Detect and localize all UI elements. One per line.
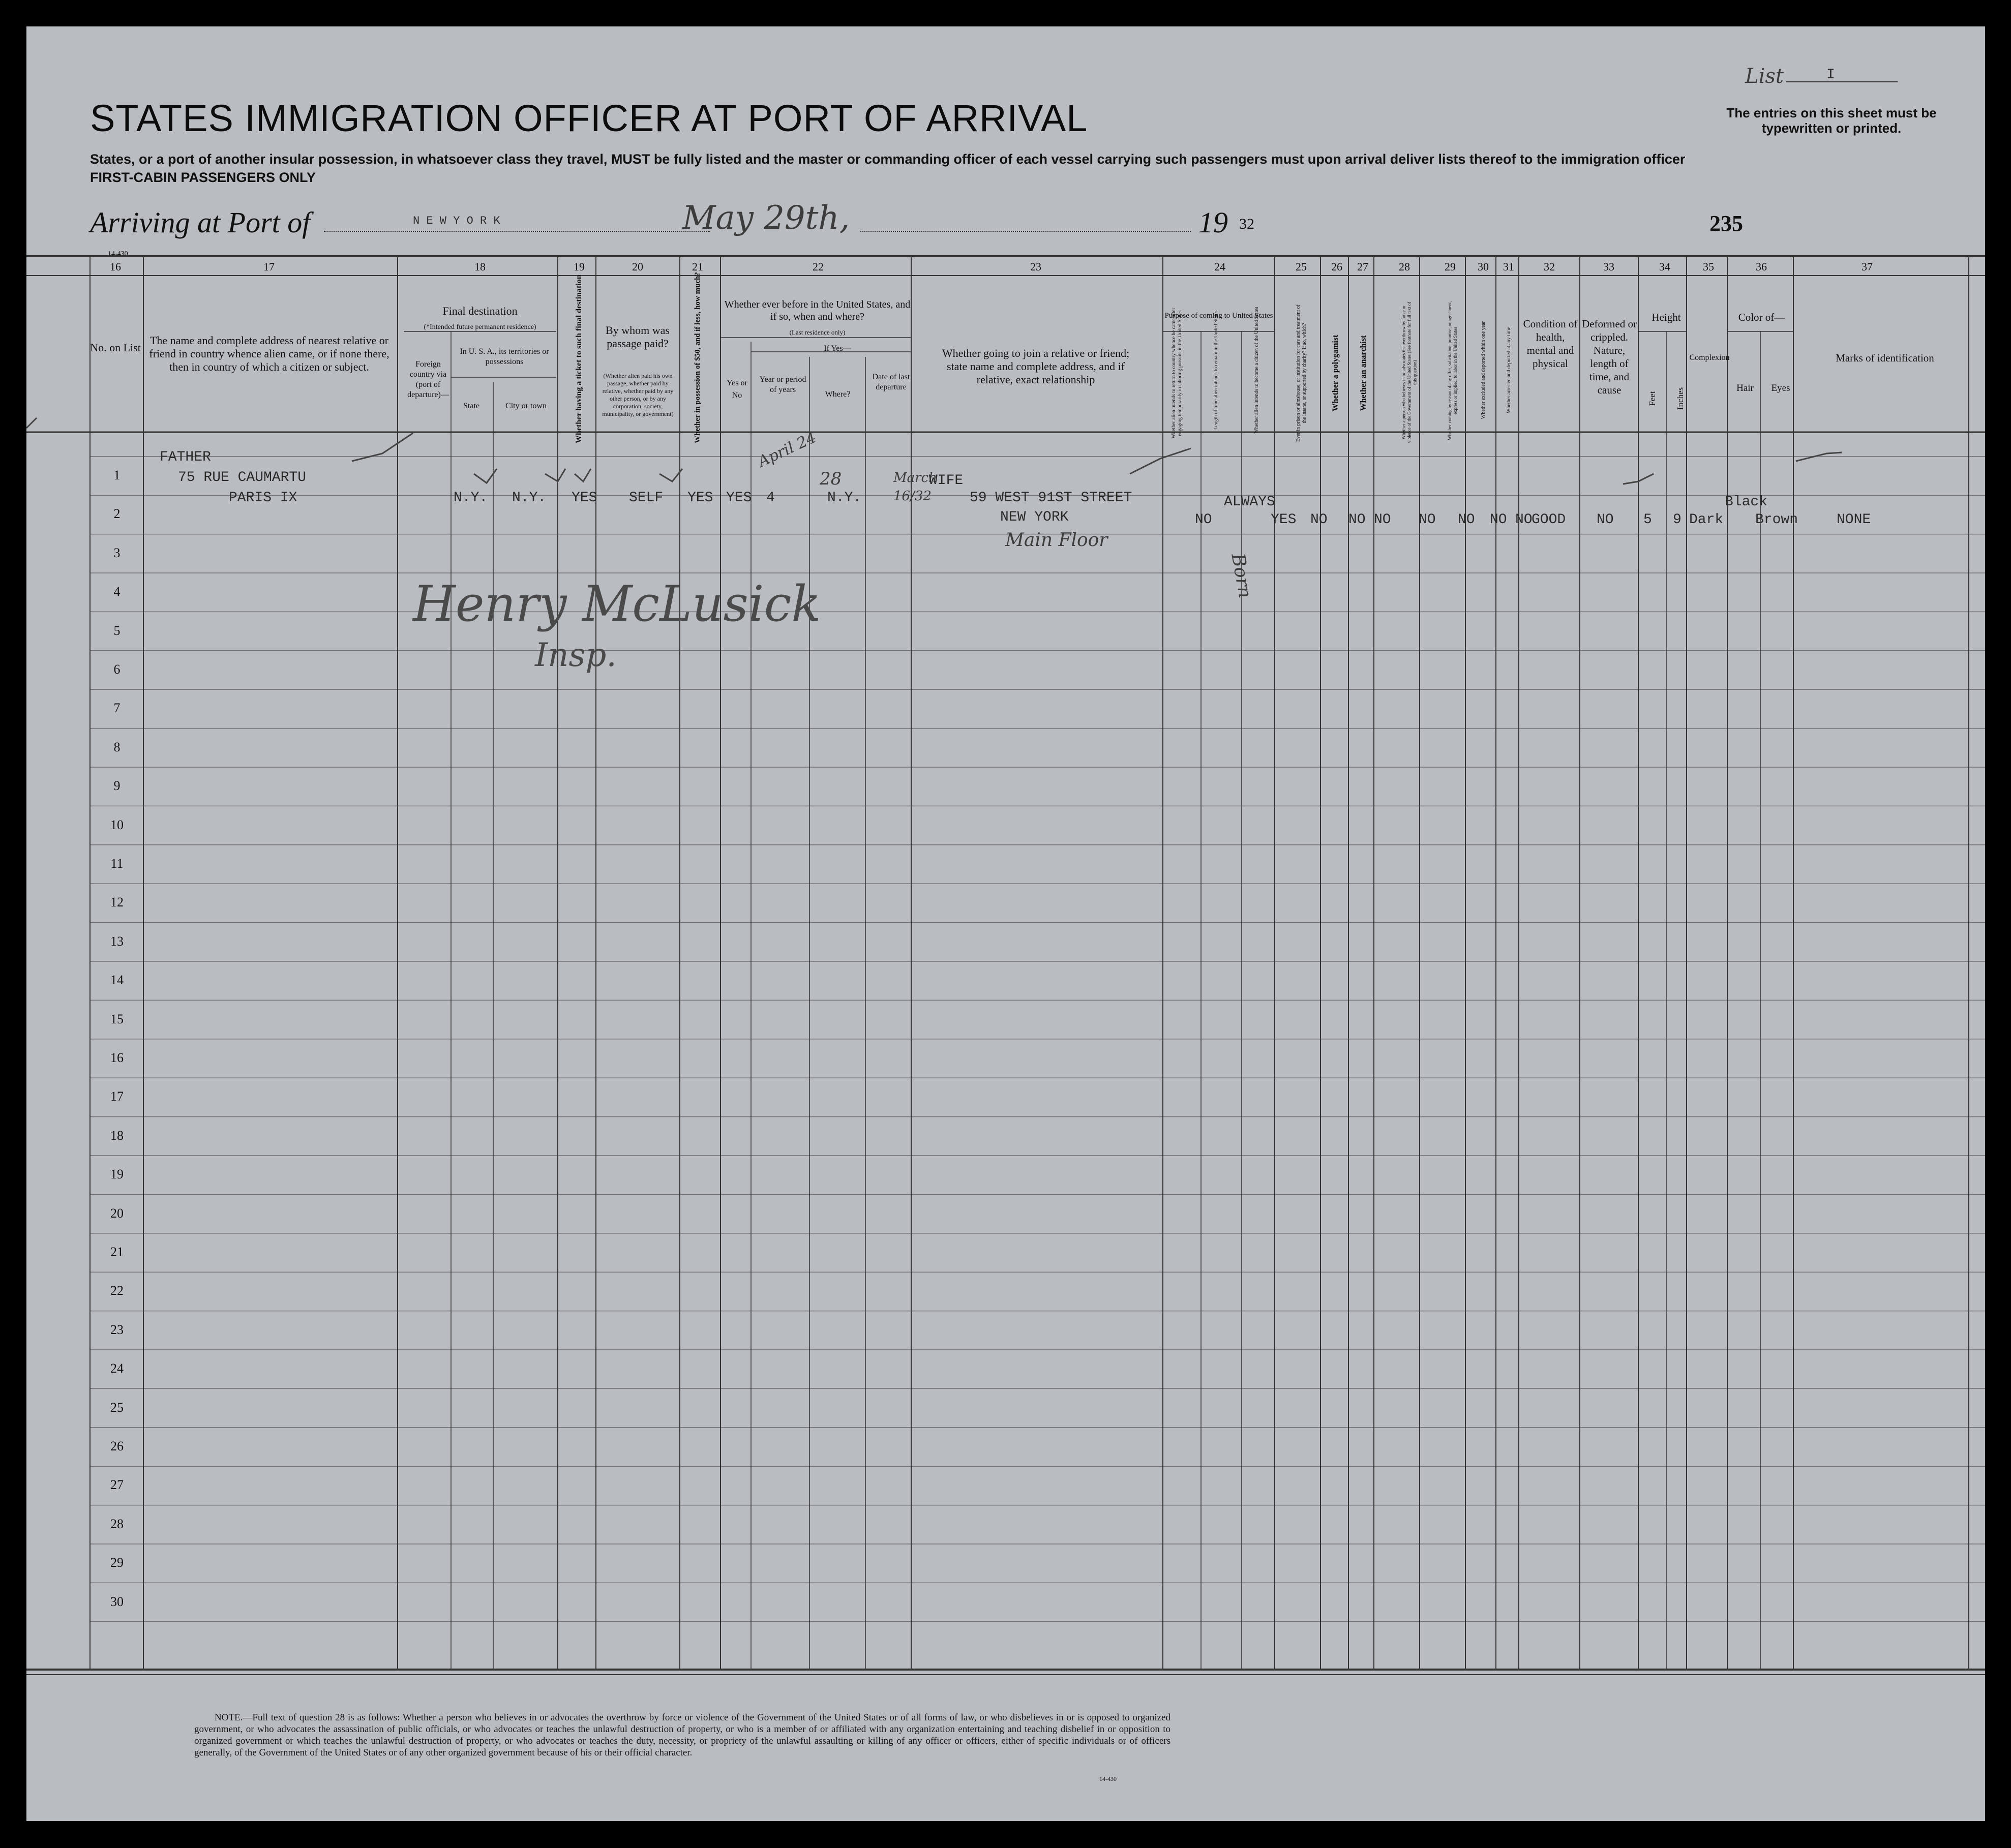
footnote-question-28: NOTE.—Full text of question 28 is as follows: Whether a person who believes in or advocates the overthrow by force or violence of the Government of the United States or of all forms of law, or who disbelieves in or is opposed to organized government, or who advocates the assassination of public officials, or who advocates or teaches the unlawful destruction of property, or who is a member of or affiliated with any organization entertaining and teaching disbelief in or opposition to organized government or which teaches the unlawful destruction of property, or who advocates or teaches the duty, necessity, or propriety of the unlawful assaulting or killing of any officer or officers, either of specific individuals or of officers generally, of the Government of the United States or of any other organized government because of his or their official character. bbox=[194, 1712, 1170, 1758]
row-number: 12 bbox=[110, 895, 124, 910]
col-num-24: 24 bbox=[1214, 260, 1225, 273]
punch-hole-icon bbox=[8, 1582, 25, 1603]
row-number: 2 bbox=[113, 506, 121, 522]
row-number: 17 bbox=[110, 1089, 124, 1104]
col-num-34: 34 bbox=[1659, 260, 1670, 273]
col-num-18: 18 bbox=[474, 260, 486, 273]
q29-value: NO bbox=[1458, 512, 1475, 528]
header-intends-return: Whether alien intends to return to country whence he came after engaging temporarily in laboring pursuits in the United States bbox=[1171, 308, 1183, 439]
header-yes-or-no: Yes or No bbox=[727, 379, 747, 400]
row-number: 8 bbox=[113, 739, 121, 754]
col-num-33: 33 bbox=[1603, 260, 1614, 273]
col-num-25: 25 bbox=[1296, 260, 1307, 273]
row-number: 18 bbox=[110, 1128, 124, 1143]
header-eyes: Eyes bbox=[1771, 383, 1790, 393]
typewriter-instruction: The entries on this sheet must be typewritten or printed. bbox=[1726, 105, 1937, 136]
header-ever-before: Whether ever before in the United States, and if so, when and where? bbox=[724, 299, 911, 322]
col-num-26: 26 bbox=[1331, 260, 1342, 273]
header-foreign-country: Foreign country via (port of departure)— bbox=[407, 360, 449, 399]
header-ticket: Whether having a ticket to such final destination bbox=[575, 275, 583, 443]
height-inches: 9 bbox=[1673, 512, 1682, 528]
row-number: 29 bbox=[110, 1555, 124, 1570]
row-number: 30 bbox=[110, 1594, 124, 1609]
header-hair: Hair bbox=[1736, 383, 1754, 393]
row-number: 4 bbox=[113, 584, 121, 599]
col-num-36: 36 bbox=[1756, 260, 1767, 273]
before-where: N.Y. bbox=[827, 490, 862, 506]
dest-state: N.Y. bbox=[454, 490, 488, 506]
col-num-23: 23 bbox=[1030, 260, 1041, 273]
row-number: 11 bbox=[110, 856, 124, 871]
header-state: State bbox=[463, 402, 479, 410]
punch-hole-icon bbox=[8, 582, 25, 603]
col-num-32: 32 bbox=[1544, 260, 1555, 273]
row-number: 19 bbox=[110, 1167, 124, 1182]
header-anarchist: Whether an anarchist bbox=[1359, 335, 1368, 411]
header-no-on-list: No. on List bbox=[90, 341, 141, 354]
row-number: 14 bbox=[110, 973, 124, 988]
header-join-relative: Whether going to join a relative or friend; state name and complete address, and if relative, exact relationship bbox=[942, 347, 1130, 386]
header-final-destination: Final destination bbox=[442, 305, 518, 317]
q31-value: NO bbox=[1515, 512, 1533, 528]
join-relation: WIFE bbox=[929, 473, 964, 489]
punch-hole-icon bbox=[8, 663, 25, 684]
row-number: 3 bbox=[113, 545, 121, 560]
row-number: 21 bbox=[110, 1245, 124, 1259]
header-feet: Feet bbox=[1647, 391, 1657, 406]
col-num-31: 31 bbox=[1503, 260, 1514, 273]
header-last-residence: (Last residence only) bbox=[789, 328, 846, 336]
join-handwritten-note: Main Floor bbox=[1005, 530, 1108, 551]
polygamist-value: NO bbox=[1348, 512, 1366, 528]
header-length-of-stay: Length of time alien intends to remain in the United States bbox=[1213, 310, 1219, 430]
eyes-value: Brown bbox=[1755, 512, 1798, 528]
row-number: 10 bbox=[110, 817, 124, 832]
year-prefix: 19 bbox=[1198, 206, 1228, 239]
row-number: 6 bbox=[113, 662, 121, 677]
col-num-17: 17 bbox=[263, 260, 275, 273]
header-health: Condition of health, mental and physical bbox=[1523, 318, 1578, 370]
header-complexion: Complexion bbox=[1689, 353, 1730, 362]
height-feet: 5 bbox=[1643, 512, 1652, 528]
purpose-citizen: YES bbox=[1271, 512, 1297, 528]
header-where: Where? bbox=[825, 390, 851, 399]
row-number: 25 bbox=[110, 1400, 124, 1415]
header-passage-paid: By whom was passage paid? bbox=[606, 324, 670, 350]
row-number: 27 bbox=[110, 1477, 124, 1493]
year-suffix: 32 bbox=[1239, 216, 1254, 232]
last-departure-date: March 16/32 bbox=[893, 470, 937, 504]
header-in-usa: In U. S. A., its territories or possessions bbox=[460, 347, 549, 366]
list-value: I bbox=[1826, 67, 1835, 83]
header-polygamist: Whether a polygamist bbox=[1331, 335, 1340, 412]
purpose-handwritten: Born bbox=[1227, 552, 1256, 600]
header-fifty-dollars: Whether in possession of $50, and if less, how much? bbox=[694, 272, 702, 443]
row-number: 9 bbox=[113, 778, 121, 794]
header-excluded: Whether excluded and deported within one year bbox=[1481, 321, 1486, 419]
col-num-16: 16 bbox=[110, 260, 121, 273]
row-number: 22 bbox=[110, 1283, 124, 1298]
header-deformed: Deformed or crippled. Nature, length of time, and cause bbox=[1582, 318, 1637, 396]
join-city: NEW YORK bbox=[1000, 509, 1069, 525]
header-year-period: Year or period of years bbox=[759, 375, 806, 394]
marks-value: NONE bbox=[1837, 512, 1871, 528]
punch-hole-icon bbox=[8, 1154, 25, 1175]
header-height: Height bbox=[1652, 311, 1681, 323]
header-become-citizen: Whether alien intends to become a citizen of the United States bbox=[1254, 307, 1259, 434]
col-num-21: 21 bbox=[692, 260, 703, 273]
col-num-27: 27 bbox=[1357, 260, 1368, 273]
col-num-28: 28 bbox=[1399, 260, 1410, 273]
purpose-return: NO bbox=[1195, 512, 1212, 528]
header-overthrow: Whether a person who believes in or advocates the overthrow by force or violence of the Government of the United States (See footnote for full text of this question) bbox=[1401, 301, 1418, 443]
paid-by-value: SELF bbox=[629, 490, 664, 506]
health-value: GOOD bbox=[1532, 512, 1566, 528]
manifest-sheet bbox=[26, 26, 1985, 1821]
header-prison: Ever in prison or almshouse, or institution for care and treatment of the insane, or supported by charity? If so, which? bbox=[1296, 305, 1307, 442]
dest-city: N.Y. bbox=[512, 490, 547, 506]
row-number: 16 bbox=[110, 1050, 124, 1065]
class-line: FIRST-CABIN PASSENGERS ONLY bbox=[90, 170, 316, 185]
join-street: 59 WEST 91ST STREET bbox=[970, 490, 1132, 506]
page-title: STATES IMMIGRATION OFFICER AT PORT OF ARRIVAL bbox=[90, 97, 1088, 139]
row-number: 13 bbox=[110, 933, 124, 949]
row-number: 20 bbox=[110, 1205, 124, 1221]
check-marks bbox=[26, 26, 1985, 586]
relative-relation: FATHER bbox=[160, 449, 211, 465]
before-yes-no: YES bbox=[726, 490, 752, 506]
ticket-value: YES bbox=[572, 490, 597, 506]
punch-hole-icon bbox=[8, 1235, 25, 1257]
inspector-title: Insp. bbox=[535, 637, 617, 674]
relative-city: PARIS IX bbox=[229, 490, 297, 506]
header-passage-note: (Whether alien paid his own passage, whether paid by relative, whether paid by any other person, or by any corporation, society, municipality, or government) bbox=[602, 372, 674, 417]
col-num-35: 35 bbox=[1703, 260, 1714, 273]
hair-value: Black bbox=[1725, 494, 1768, 510]
col-num-20: 20 bbox=[632, 260, 643, 273]
inspector-signature: Henry McLusick bbox=[413, 575, 821, 632]
col-num-22: 22 bbox=[813, 260, 824, 273]
col-num-19: 19 bbox=[574, 260, 585, 273]
list-label: List bbox=[1745, 65, 1784, 88]
row-number: 5 bbox=[113, 623, 121, 638]
header-city: City or town bbox=[505, 402, 547, 410]
col-num-37: 37 bbox=[1862, 260, 1873, 273]
col-num-30: 30 bbox=[1478, 260, 1489, 273]
header-nearest-relative: The name and complete address of nearest relative or friend in country whence alien came, or if none there, then in country of which a citizen or subject. bbox=[149, 334, 389, 373]
header-purpose: Purpose of coming to United States bbox=[1164, 312, 1273, 320]
before-hand-date: April 24 bbox=[755, 428, 819, 471]
header-last-departure: Date of last departure bbox=[872, 373, 910, 391]
purpose-length: ALWAYS bbox=[1224, 494, 1275, 510]
page-number: 235 bbox=[1709, 211, 1743, 236]
header-arrested: Whether arrested and deported at any time bbox=[1506, 327, 1512, 413]
before-years: 4 bbox=[766, 490, 775, 506]
complexion-value: Dark bbox=[1689, 512, 1724, 528]
header-final-destination-note: (*Intended future permanent residence) bbox=[424, 323, 536, 331]
header-offer-labor: Whether coming by reason of any offer, solicitation, promise, or agreement, express or implied, to labor in the United States bbox=[1447, 301, 1458, 440]
col-num-29: 29 bbox=[1445, 260, 1456, 273]
anarchist-value: NO bbox=[1374, 512, 1391, 528]
form-code: 14-430 bbox=[108, 250, 128, 258]
prison-value: NO bbox=[1310, 512, 1328, 528]
header-inches: Inches bbox=[1675, 387, 1685, 410]
row-number: 26 bbox=[110, 1439, 124, 1453]
row-number: 15 bbox=[110, 1011, 124, 1026]
row-number: 7 bbox=[113, 701, 121, 716]
punch-hole-icon bbox=[8, 230, 25, 251]
page-subtitle: States, or a port of another insular possession, in whatsoever class they travel, MUST be fully listed and the master or commanding officer of each vessel carrying such passengers must upon arrival deliver lists thereof to the immigration officer bbox=[90, 152, 1686, 167]
punch-hole-icon bbox=[8, 321, 25, 343]
relative-street: 75 RUE CAUMARTU bbox=[178, 470, 307, 486]
row-number: 23 bbox=[110, 1322, 124, 1337]
header-marks: Marks of identification bbox=[1836, 352, 1934, 364]
arrival-date: May 29th, bbox=[682, 199, 850, 237]
row-number: 1 bbox=[113, 468, 121, 482]
arriving-label: Arriving at Port of bbox=[90, 206, 311, 239]
row-number: 28 bbox=[110, 1516, 124, 1531]
header-if-yes: If Yes— bbox=[824, 344, 851, 353]
money-value: YES bbox=[687, 490, 713, 506]
port-value: N E W Y O R K bbox=[413, 215, 500, 227]
before-hand-year: 28 bbox=[820, 469, 842, 489]
q28-value: NO bbox=[1419, 512, 1436, 528]
q30-value: NO bbox=[1490, 512, 1507, 528]
footnote-code: 14-430 bbox=[1099, 1775, 1117, 1782]
header-color-of: Color of— bbox=[1738, 311, 1785, 323]
row-number: 24 bbox=[110, 1361, 124, 1376]
deformed-value: NO bbox=[1597, 512, 1614, 528]
punch-hole-icon bbox=[8, 1501, 25, 1522]
